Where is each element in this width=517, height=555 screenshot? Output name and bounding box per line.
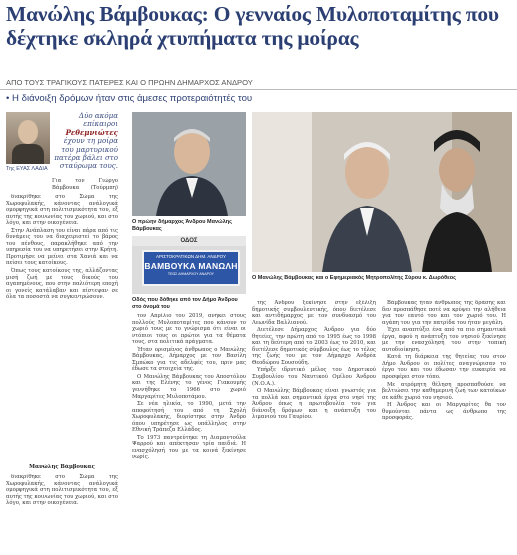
article-subhead: ΑΠΟ ΤΟΥΣ ΤΡΑΓΙΚΟΥΣ ΠΑΤΕΡΕΣ ΚΑΙ Ο ΠΡΩΗΝ ΔΗΜΑΡΧΟΣ ΑΝΔΡΟΥ — [6, 78, 253, 87]
photo-metropolitan — [252, 112, 512, 272]
metropolitan-photo-image — [252, 112, 512, 272]
article-lede: Δύο ακόμα επίκαιροι Ρεθεμνιώτες έχουν τη μοίρα του μαρτυρικού πατέρα βάλει στο σταύρωμα τους. — [54, 111, 118, 171]
street-sign-plate: ΑΡΙΣΤΟΚΡΑΤΙΚΩΝ ΔΗΜ. ΑΝΔΡΟΥ ΒΑΜΒΟΥΚΑ ΜΑΝΩΛΗ ΤΕΩΣ ΔΗΜΑΡΧΟΥ ΑΝΔΡΟΥ — [142, 250, 240, 286]
street-sign-photo — [132, 236, 246, 294]
column-2: τον Απρίλιο του 2019, ανήκει στους πολλούς Μυλοποταμίτες που κάνουν το χωριό τους με το γνώρισμα ότι είναι οι ντόπιοι τους οι πρώτοι για τα θέματα τους, στα πολιτικά πράγματα. Ήταν ορισμένος άνθρωπος ο Μανώλης Βάμβουκας, Δήμαρχος με τον Βασίλη Σμπώκο για τις αδελφές του, πριν μας έδωσε τα στοιχεία της. Ο Μανώλης Βάμβουκας του Αποστόλου και της Ελένης το γένος Γιακουμής γεννήθηκε το 1966 στο χωριό Μαργαρίτες Μυλοποτάμου. Σε νέα ηλικία, το 1990, μετά την αποφοίτησή του από τη Σχολή Χωροφυλακής, διορίστηκε στην Άνδρο όπου υπηρέτησε ως υπάλληλος στην Εθνική Τράπεζα Ελλάδος. Το 1973 παντρεύτηκε τη Διαμαντούλα Ψαρρού και απέκτησαν τρία παιδιά. Η ενασχόλησή του με τα κοινά ξεκίνησε νωρίς. — [132, 313, 246, 461]
divider — [0, 89, 517, 90]
article-headline: Μανώλης Βάμβουκας: Ο γενναίος Μυλοποταμίτης που δέχτηκε σκληρά χτυπήματα της μοίρας — [6, 2, 499, 50]
sign-header: ΟΔΟΣ — [132, 236, 246, 246]
article-bullet: • Η διάνοιξη δρόμων ήταν στις άμεσες προτεραιότητές του — [6, 93, 253, 104]
photo-mayor — [132, 112, 246, 216]
author-portrait — [6, 112, 50, 164]
lede-tail: Για τον Γιώργο Βάμβουκα (Τούρμπη) — [52, 178, 118, 191]
column-1: διακρίθηκε στο Σώμα της Χωροφυλακής, κάνοντας ανάλογικά ομορφηγικά στη πολιτισμικότητα του, εξ αυτής της κοινωνίας του χωριού, και στο λόγο, και στην οικογένεια. Στην Ανάπλαση του είναι πάρα από τις δυνάμεις του να διαχειριστεί το βάρος του πένθους, παρακλήθηκε από την υπηρεσία του να υπηρετήσει στην Κρήτη. Προτιμήσε να μείνει στα Χανιά και να πείσει τους κατοίκους. Όπως τους κατοίκους της, αλλάζοντας μισή ζωή με τους δικούς του αγαπημένους, που στην παλιότερη εποχή οι γονείς κατάλαβαν και πίστεψαν σε όλα τα ποσοστά να συγκεντρώσουν. — [6, 194, 118, 301]
mayor-portrait-image — [132, 112, 246, 216]
column-1-bottom: διακρίθηκε στο Σώμα της Χωροφυλακής, κάνοντας ανάλογικά ομορφηγικά στη πολιτισμικότητα του, εξ αυτής της κοινωνίας του χωριού, και στο λόγο, και στην οικογένεια. — [6, 474, 118, 507]
photo-metropolitan-caption: Ο Μανώλης Βάμβουκας και ο Εφημεριακός Μητροπολίτης Σύρου κ. Δωρόθεος — [252, 275, 456, 281]
photo-mayor-caption: Ο πρώην δήμαρχος Άνδρου Μανώλης Βάμβουκας — [132, 219, 232, 232]
column-3: της Άνδρου ξεκίνησε στην εξέλιξη δημοτικής συμβουλευτικής, όπου διετέλεσε και αντιδήμαρχος με τον συνδυασμό του Λεωνίδα Βαλλιανού. Διετέλεσε Δήμαρχος Άνδρου για δύο θητείες, την πρώτη από το 1995 έως το 1998 και τη δεύτερη από το 2003 έως το 2010, και διετέλεσε δημοτικός σύμβουλος έως το τέλος της ζωής του με τον Δήμαρχο Ανδρέα Θεοδώρου Σουσούδη. Υπήρξε ιδρυτικό μέλος του Δημοτικού Συμβουλίου του Ναυτικού Ομίλου Άνδρου (Ν.Ο.Α.). Ο Μανώλης Βάμβουκας είναι γνωστός για τα πολλά και σημαντικά έργα στο νησί της Άνδρου όπως η πρωτοβουλία του για διάνοιξη δρόμων και η ανάπτυξη του λιμανιού του Γαυρίου. — [252, 300, 376, 421]
street-sign-caption: Οδός που δόθηκε από τον Δήμο Άνδρου στο όνομά του — [132, 297, 238, 310]
article-byline: Της ΕΥΑΣ ΛΑΔΙΑ — [6, 166, 48, 172]
column-4: Βάμβουκας ήταν άνθρωπος της δράσης και δεν προσπάθησε ποτέ να κρύψει την αλήθεια για τον εαυτό του και τον χωριό του. Η αγάπη του για την πατρίδα του ήταν μεγάλη. Έχει αναπτύξει ένα από τα πιο σημαντικά έργα, αφού η ανάπτυξη του νησιού ξεκίνησε με την ενασχόλησή του στην τοπική αυτοδιοίκηση. Κατά τη διάρκεια της θητείας του στον Δήμο Άνδρου οι πολίτες αναγνώρισαν το έργο του και του έδωσαν την ευκαιρία να προσφέρει στον τόπο. Με ατρόμητη θέληση προσπαθούσε να βελτιώσει την καθημερινή ζωή των κατοίκων σε κάθε χωριό του νησιού. Η Άνδρος και οι Μαργαρίτες θα τον θυμούνται πάντα ως άνθρωπο της προσφοράς. — [382, 300, 506, 422]
signature-heading: Μανώλης Βάμβουκας — [29, 464, 95, 470]
